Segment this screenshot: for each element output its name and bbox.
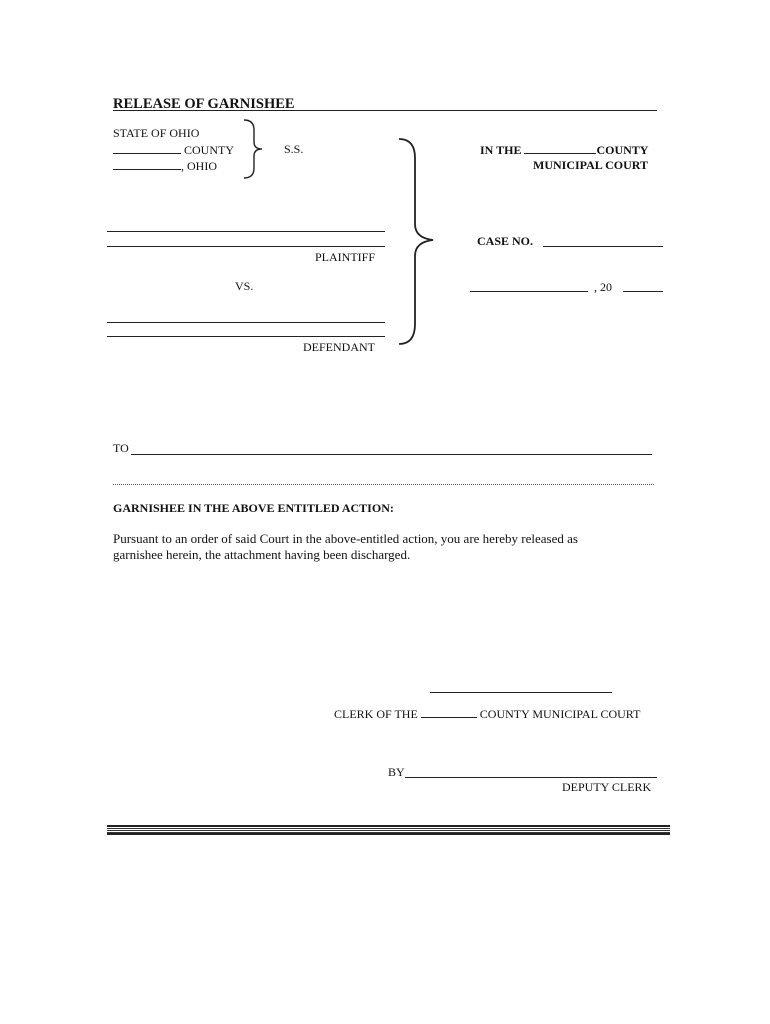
defendant-line-1[interactable] [107, 322, 385, 323]
year-prefix-label: , 20 [594, 280, 612, 294]
municipal-court-label: MUNICIPAL COURT [533, 158, 649, 172]
city-name-field[interactable] [113, 158, 181, 170]
plaintiff-line-2[interactable] [107, 246, 385, 247]
body-text-line-2: garnishee herein, the attachment having been discharged. [113, 547, 411, 562]
deputy-signature-line[interactable] [405, 777, 657, 778]
case-no-label: CASE NO. [477, 234, 534, 248]
clerk-line [334, 706, 640, 721]
state-label: STATE OF OHIO [113, 126, 200, 140]
county-municipal-court-label: COUNTY MUNICIPAL COURT [479, 707, 641, 721]
city-row [113, 158, 217, 173]
case-no-field[interactable] [543, 246, 663, 247]
in-the-label: IN THE [480, 143, 522, 157]
vs-label: VS. [235, 279, 254, 293]
clerk-of-the-label: CLERK OF THE [334, 707, 418, 721]
ohio-label: , OHIO [181, 159, 217, 173]
plaintiff-label: PLAINTIFF [315, 250, 376, 264]
to-field-line-1[interactable] [131, 454, 652, 455]
deputy-clerk-label: DEPUTY CLERK [562, 780, 652, 794]
document-title: RELEASE OF GARNISHEE [113, 96, 295, 112]
title-underline [113, 110, 657, 111]
bottom-rule [107, 825, 670, 835]
court-line [480, 142, 648, 157]
body-text-line-1: Pursuant to an order of said Court in the above-entitled action, you are hereby released as [113, 531, 578, 546]
plaintiff-line-1[interactable] [107, 231, 385, 232]
court-county-label: COUNTY [596, 143, 649, 157]
garnishee-heading: GARNISHEE IN THE ABOVE ENTITLED ACTION: [113, 501, 394, 515]
ss-label: S.S. [284, 142, 304, 156]
county-row [113, 142, 234, 157]
clerk-county-field[interactable] [421, 706, 477, 718]
county-name-field[interactable] [113, 142, 181, 154]
court-county-field[interactable] [524, 142, 596, 154]
to-label: TO [113, 441, 129, 455]
venue-brace [240, 118, 268, 180]
county-label: COUNTY [184, 143, 234, 157]
date-field[interactable] [470, 291, 588, 292]
clerk-signature-line[interactable] [430, 692, 612, 693]
defendant-label: DEFENDANT [303, 340, 375, 354]
by-label: BY [388, 765, 405, 779]
defendant-line-2[interactable] [107, 336, 385, 337]
year-field[interactable] [623, 291, 663, 292]
caption-brace [395, 136, 440, 348]
to-field-line-2[interactable] [113, 484, 654, 485]
